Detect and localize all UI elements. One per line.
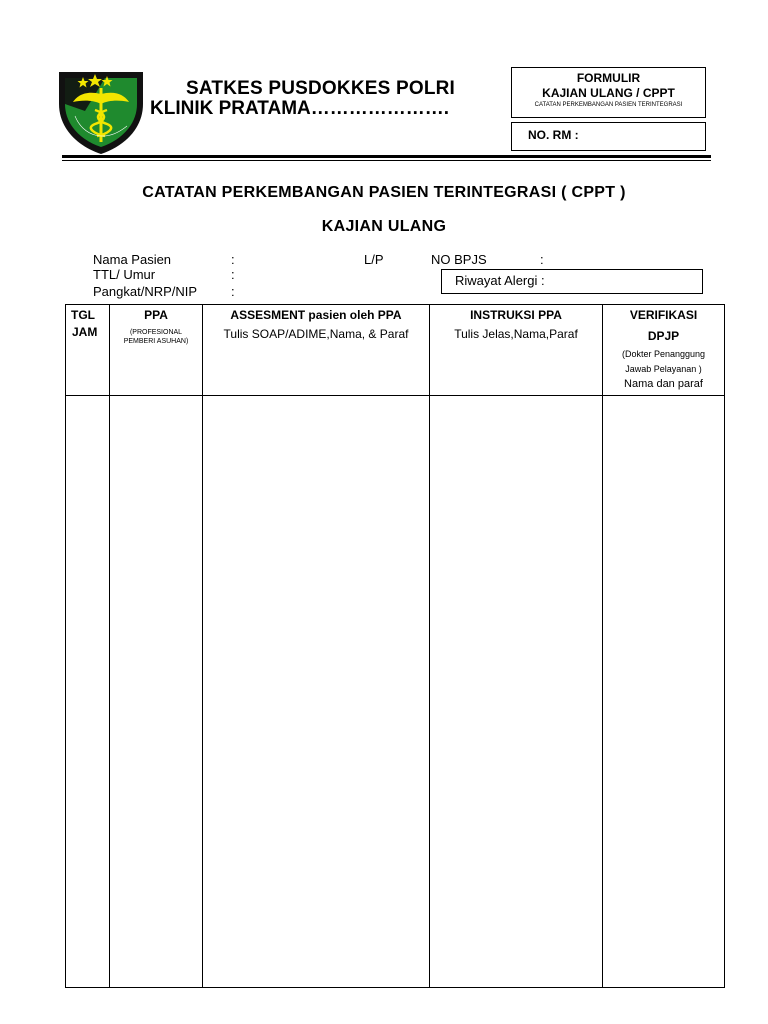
org-name: SATKES PUSDOKKES POLRI xyxy=(186,78,456,99)
clinic-name: KLINIK PRATAMA…………………. xyxy=(150,98,450,119)
entry-instruction-cell[interactable] xyxy=(430,396,603,988)
allergy-label: Riwayat Alergi : xyxy=(455,273,545,288)
col-assessment-sub: Tulis SOAP/ADIME,Nama, & Paraf xyxy=(223,327,409,341)
form-title-box xyxy=(511,67,706,118)
form-desc: CATATAN PERKEMBANGAN PASIEN TERINTEGRASI xyxy=(534,102,683,108)
pangkat-colon: : xyxy=(231,284,235,299)
patient-name-colon: : xyxy=(231,252,235,267)
table-row xyxy=(66,396,725,988)
entry-date-cell[interactable] xyxy=(66,396,110,988)
col-verification-header xyxy=(603,305,725,396)
form-type: KAJIAN ULANG / CPPT xyxy=(542,86,675,100)
col-ppa-title: PPA xyxy=(144,308,168,322)
cppt-table xyxy=(65,304,725,988)
header-divider-thin xyxy=(62,160,711,161)
bpjs-label: NO BPJS xyxy=(431,252,487,267)
allergy-field[interactable] xyxy=(441,269,703,294)
col-instruction-title: INSTRUKSI PPA xyxy=(470,308,562,322)
col-assessment-title: ASSESMENT pasien oleh PPA xyxy=(230,308,402,322)
col-verification-title: VERIFIKASI xyxy=(629,308,698,322)
rm-number-box[interactable] xyxy=(511,122,706,151)
col-verification-sub1: (Dokter Penanggung xyxy=(621,349,706,359)
entry-assessment-cell[interactable] xyxy=(203,396,430,988)
page-title: CATATAN PERKEMBANGAN PASIEN TERINTEGRASI ( CPPT ) xyxy=(142,184,626,201)
form-label: FORMULIR xyxy=(576,71,641,85)
col-verification-dpjp: DPJP xyxy=(647,329,680,343)
rm-label: NO. RM : xyxy=(528,128,579,142)
table-header-row xyxy=(66,305,725,396)
col-date-time-header xyxy=(66,305,110,396)
header-divider-thick xyxy=(62,155,711,158)
bpjs-colon: : xyxy=(540,252,544,267)
col-ppa-sub1: (PROFESIONAL xyxy=(129,329,183,336)
patient-name-label: Nama Pasien xyxy=(93,252,172,267)
ttl-label: TTL/ Umur xyxy=(93,267,156,282)
pangkat-label: Pangkat/NRP/NIP xyxy=(93,284,198,299)
col-instruction-header xyxy=(430,305,603,396)
col-assessment-header xyxy=(203,305,430,396)
police-health-logo xyxy=(55,66,147,156)
col-time-label: JAM xyxy=(72,325,98,339)
col-instruction-sub: Tulis Jelas,Nama,Paraf xyxy=(454,327,578,341)
col-date-label: TGL xyxy=(71,308,95,322)
ttl-colon: : xyxy=(231,267,235,282)
col-ppa-sub2: PEMBERI ASUHAN) xyxy=(123,338,189,345)
col-verification-sub2: Jawab Pelayanan ) xyxy=(625,364,702,374)
col-verification-sub3: Nama dan paraf xyxy=(624,378,703,390)
entry-verification-cell[interactable] xyxy=(603,396,725,988)
page-subtitle: KAJIAN ULANG xyxy=(321,218,447,235)
col-ppa-header xyxy=(110,305,203,396)
entry-ppa-cell[interactable] xyxy=(110,396,203,988)
gender-label: L/P xyxy=(364,252,384,267)
